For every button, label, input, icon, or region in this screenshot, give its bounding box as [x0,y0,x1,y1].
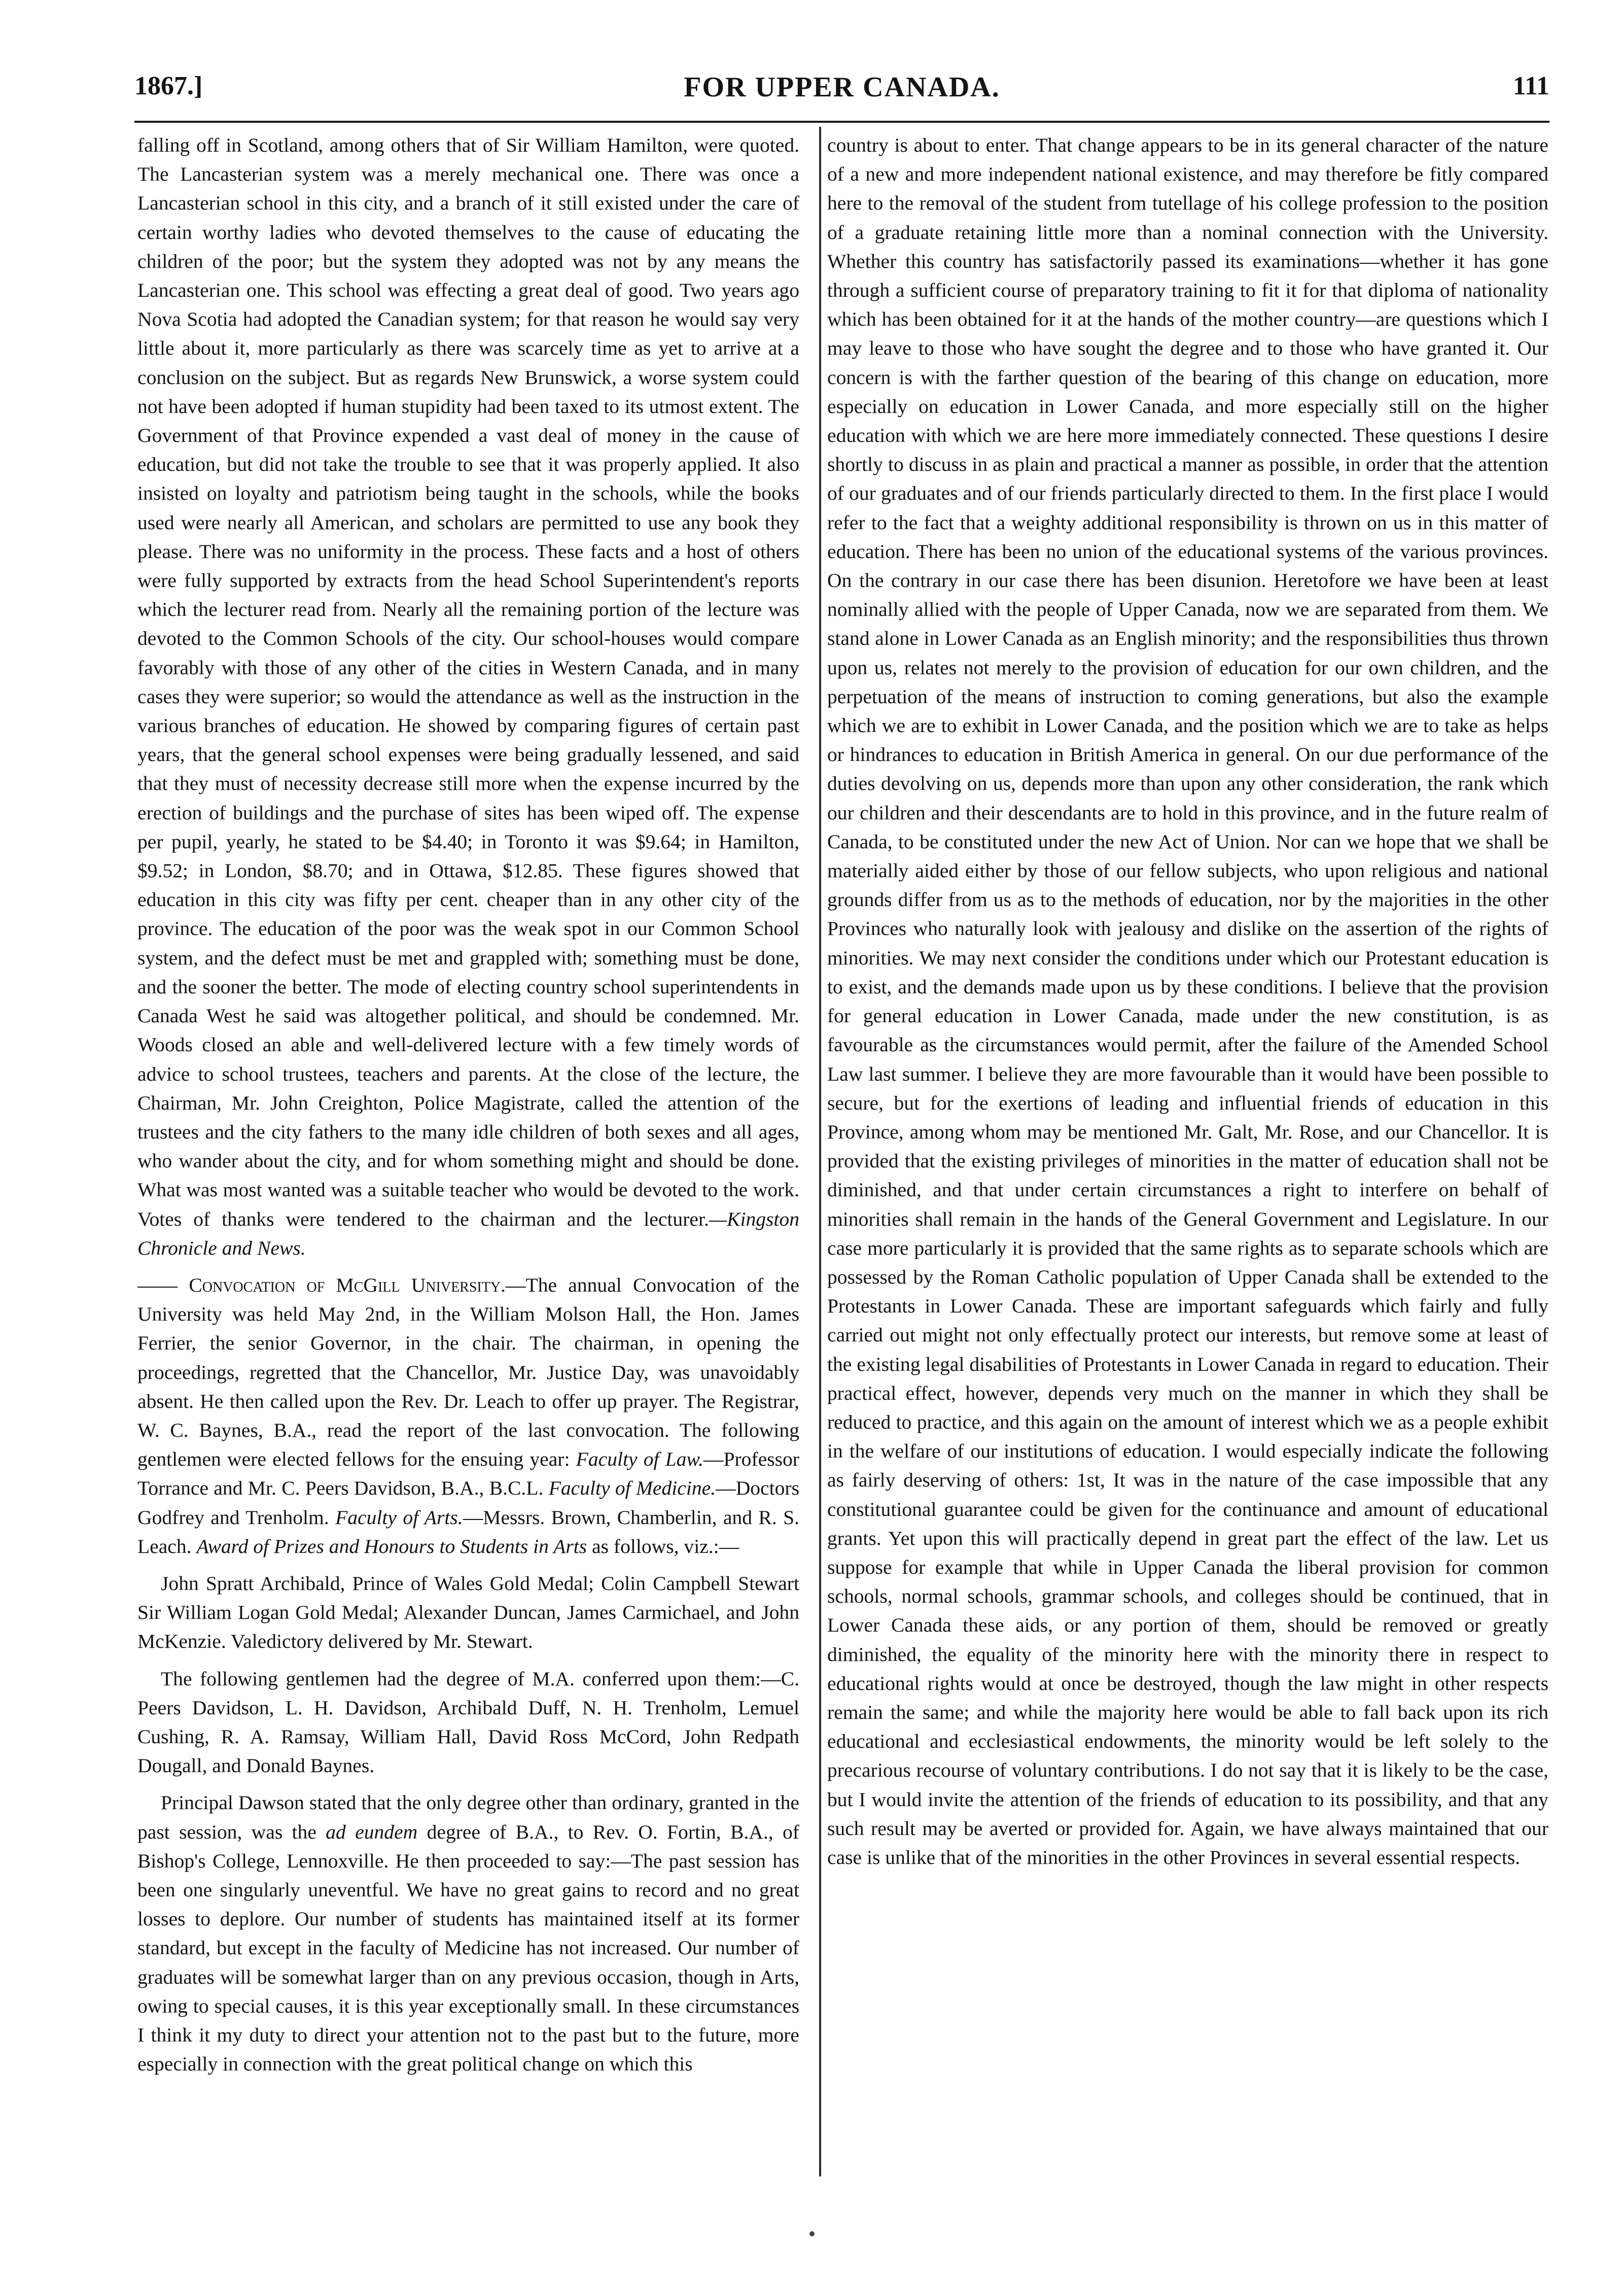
header-page-number: 111 [1512,72,1549,100]
ma-degree-list: The following gentlemen had the degree of M.A. conferred upon them:—C. Peers Davidson, L. H. Davidson, Archibald Duff, N. H. Trenholm, Lemuel Cushing, R. A. Ramsay, William Hall, David Ross McCord, John Redpath Dougall, and Donald Baynes. [137,1667,799,1777]
address-continuation: country is about to enter. That change appears to be in its general character of the nature of a new and more independent national existence, and may therefore be fitly compared here to the removal of the student from tutellage of his college profession to the position of a graduate retaining little more than a nominal connection with the University. Whether this country has satisfactorily passed its examinations—whether it has gone through a sufficient course of preparatory training to fit it for that diploma of nationality which has been obtained for it at the hands of the mother country—are questions which I may leave to those who have sought the degree and to those who have granted it. Our concern is with the farther question of the bearing of this change on education, more especially on education in Lower Canada, and more especially still on the higher education with which we are here more immediately connected. These questions I desire shortly to discuss in as plain and practical a manner as possible, in order that the attention of our graduates and of our friends particularly directed to them. In the first place I would refer to the fact that a weighty additional responsibility is thrown on us in this matter of education. There has been no union of the educational systems of the various provinces. On the contrary in our case there has been disunion. Heretofore we have been at least nominally allied with the people of Upper Canada, now we are separated from them. We stand alone in Lower Canada as an English minority; and the responsibilities thus thrown upon us, relates not merely to the provision of education for our own children, and the perpetuation of the means of instruction to coming generations, but also the example which we are to exhibit in Lower Canada, and the position which we are to take as helps or hindrances to education in British America in general. On our due performance of the duties devolving on us, depends more than upon any other consideration, the rank which our children and their descendants are to hold in this province, and in the future realm of Canada, to be constituted under the new Act of Union. Nor can we hope that we shall be materially aided either by those of our fellow subjects, who upon religious and national grounds differ from us as to the methods of education, nor by the majorities in the other Provinces who naturally look with jealousy and dislike on the assertion of the rights of minorities. We may next consider the conditions under which our Protestant education is to exist, and the demands made upon us by these conditions. I believe that the provision for general education in Lower Canada, made under the new constitution, is as favourable as the circumstances would permit, after the failure of the Amended School Law last summer. I believe they are more favourable than it would have been possible to secure, but for the exertions of leading and influential friends of education in this Province, among whom may be mentioned Mr. Galt, Mr. Rose, and our Chancellor. It is provided that the existing privileges of minorities in the matter of education shall not be diminished, and that under certain circumstances a right to interfere on behalf of minorities shall remain in the hands of the General Government and Legislature. In our case more particularly it is provided that the same rights as to separate schools which are possessed by the Roman Catholic population of Upper Canada shall be extended to the Protestants in Lower Canada. These are important safeguards which fairly and fully carried out might not only effectually protect our interests, but remove some at least of the existing legal disabilities of Protestants in Lower Canada in regard to education. Their practical effect, however, depends very much on the manner in which they shall be reduced to practice, and this again on the amount of interest which we as a people exhibit in the welfare of our institutions of education. I would especially indicate the following as fairly deserving of others: 1st, It was in the nature of the case impossible that any constitutional guarantee could be given for the continuance and amount of educational grants. Yet upon this will practically depend in great part the effect of the law. Let us suppose for example that while in Upper Canada the liberal provision for common schools, normal schools, grammar schools, and colleges should be continued, that in Lower Canada these aids, or any portion of them, should be removed or greatly diminished, the equality of the minority here with the minority there in respect to educational rights would at once be destroyed, though the law might in other respects remain the same; and while the majority here would be able to fall back upon its rich educational and ecclesiastical endowments, the minority would be left solely to the precarious recourse of voluntary contributions. I do not say that it is likely to be the case, but I would invite the attention of the friends of education to its possibility, and that any such result may be averted or provided for. Again, we have always maintained that our case is unlike that of the minorities in the other Provinces in several essential respects. [827,134,1548,1869]
right-column [827,131,1548,2181]
bottom-mark [809,2231,815,2236]
principal-dawson-address: Principal Dawson stated that the only degree other than ordinary, granted in the past session, was the ad eundem degree of B.A., to Rev. O. Fortin, B.A., of Bishop's College, Lennoxville. He then proceeded to say:—The past session has been one singularly uneventful. We have no great gains to record and no great losses to deplore. Our number of students has maintained itself at its former standard, but except in the faculty of Medicine has not increased. Our number of graduates will be somewhat larger than on any previous occasion, though in Arts, owing to special causes, it is this year exceptionally small. In these circumstances I think it my duty to direct your attention not to the past but to the future, more especially in connection with the great political change on which this [137,1791,799,2076]
article-kingston-source: —Kingston Chronicle and News. [137,1207,799,1259]
header-rule [134,121,1549,123]
column-divider [819,127,821,2176]
article-kingston-body: falling off in Scotland, among others that of Sir William Hamilton, were quoted. The Lancasterian system was a merely mechanical one. There was once a Lancasterian school in this city, and a branch of it still existed under the care of certain worthy ladies who devoted themselves to the cause of educating the children of the poor; but the system they adopted was not by any means the Lancasterian one. This school was effecting a great deal of good. Two years ago Nova Scotia had adopted the Canadian system; for that reason he would say very little about it, more particularly as there was scarcely time as yet to arrive at a conclusion on the subject. But as regards New Brunswick, a worse system could not have been adopted if human stupidity had been taxed to its utmost extent. The Government of that Province expended a vast deal of money in the cause of education, but did not take the trouble to see that it was properly applied. It also insisted on loyalty and patriotism being taught in the schools, while the books used were nearly all American, and scholars are permitted to use any book they please. There was no uniformity in the process. These facts and a host of others were fully supported by extracts from the head School Superintendent's reports which the lecturer read from. Nearly all the remaining portion of the lecture was devoted to the Common Schools of the city. Our school-houses would compare favorably with those of any other of the cities in Western Canada, and in many cases they were superior; so would the attendance as well as the instruction in the various branches of education. He showed by comparing figures of certain past years, that the general school expenses were being gradually lessened, and said that they must of necessity decrease still more when the expense incurred by the erection of buildings and the purchase of sites has been wiped off. The expense per pupil, yearly, he stated to be $4.40; in Toronto it was $9.64; in Hamilton, $9.52; in London, $8.70; and in Ottawa, $12.85. These figures showed that education in this city was fifty per cent. cheaper than in any other city of the province. The education of the poor was the weak spot in our Common School system, and the defect must be met and grappled with; something must be done, and the sooner the better. The mode of electing country school superintendents in Canada West he said was altogether political, and should be condemned. Mr. Woods closed an able and well-delivered lecture with a few timely words of advice to school trustees, teachers and parents. At the close of the lecture, the Chairman, Mr. John Creighton, Police Magistrate, called the attention of the trustees and the city fathers to the many idle children of both sexes and all ages, who wander about the city, and for whom something might and should be done. What was most wanted was a suitable teacher who would be devoted to the work. Votes of thanks were tendered to the chairman and the lecturer.—Kingston Chronicle and News. [137,134,799,1259]
left-column [137,131,799,2181]
prize-list: John Spratt Archibald, Prince of Wales Gold Medal; Colin Campbell Stewart Sir William Logan Gold Medal; Alexander Duncan, James Carmichael, and John McKenzie. Valedictory delivered by Mr. Stewart. [137,1572,799,1653]
article-mcgill-heading: —— Convocation of McGill University. [137,1273,506,1296]
article-mcgill-intro: —— Convocation of McGill University.—The annual Convocation of the University was held May 2nd, in the William Molson Hall, the Hon. James Ferrier, the senior Governor, in the chair. The chairman, in opening the proceedings, regretted that the Chancellor, Mr. Justice Day, was unavoidably absent. He then called upon the Rev. Dr. Leach to offer up prayer. The Registrar, W. C. Baynes, B.A., read the report of the last convocation. The following gentlemen were elected fellows for the ensuing year: Faculty of Law.—Professor Torrance and Mr. C. Peers Davidson, B.A., B.C.L. Faculty of Medicine.—Doctors Godfrey and Trenholm. Faculty of Arts.—Messrs. Brown, Chamberlin, and R. S. Leach. Award of Prizes and Honours to Students in Arts as follows, viz.:— [137,1273,799,1558]
header-title: FOR UPPER CANADA. [684,72,1000,103]
page-header [134,71,1549,112]
header-year: 1867.] [134,72,203,100]
